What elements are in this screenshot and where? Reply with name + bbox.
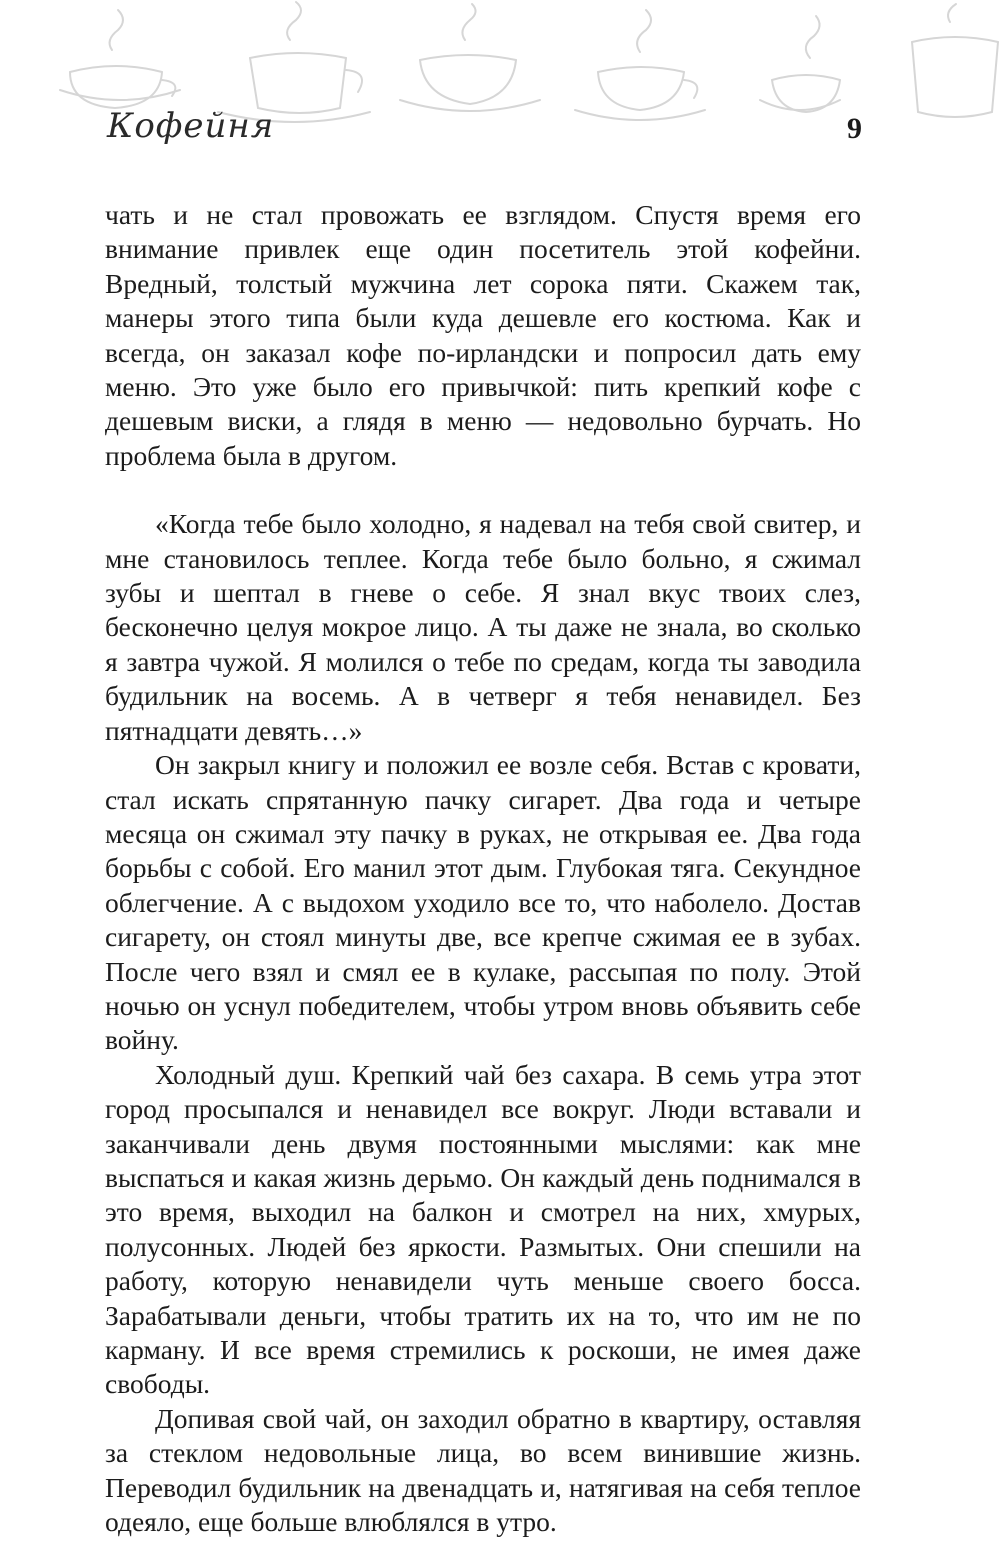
body-text bbox=[105, 198, 861, 1539]
page-number: 9 bbox=[847, 112, 862, 145]
paragraph: Он закрыл книгу и положил ее возле себя. Встав с кровати, стал искать спрятанную пачку сигарет. Два года и четыре месяца он сжимал эту пачку в руках, не открывая ее. Два года борьбы с собой. Его манил этот дым. Глубокая тяга. Секундное облегчение. А с выдохом уходило все то, что наболело. Достав сигарету, он стоял минуты две, все крепче сжимая ее в зубах. После чего взял и смял ее в кулаке, рассыпая по полу. Этой ночью он уснул победителем, чтобы утром вновь объявить себе войну. bbox=[105, 749, 861, 1056]
paragraph: Холодный душ. Крепкий чай без сахара. В семь утра этот город просыпался и ненавидел все вокруг. Люди вставали и заканчивали день двумя постоянными мыслями: как мне выспаться и какая жизнь дерьмо. Он каждый день поднимался в это время, выходил на балкон и смотрел на них, хмурых, полусонных. Людей без яркости. Размытых. Они спешили на работу, которую ненавидели чуть меньше своего босса. Зарабатывали деньги, чтобы тратить их на то, что им не по карману. И все время стремились к роскоши, не имея даже свободы. bbox=[105, 1058, 861, 1400]
running-title: Кофейня bbox=[107, 106, 275, 146]
paragraph-quote: «Когда тебе было холодно, я надевал на тебя свой свитер, и мне становилось теплее. Когда тебе было больно, я сжимал зубы и шептал в гневе о себе. Я знал вкус твоих слез, бесконечно целуя мокрое лицо. А ты даже не знала, во сколько я завтра чужой. Я молился о тебе по средам, когда ты заводила будильник на восемь. А в четверг я тебя ненавидел. Без пятнадцати девять…» bbox=[105, 508, 861, 746]
paragraph: Допивая свой чай, он заходил обратно в квартиру, оставляя за стеклом недовольные лица, во всем винившие жизнь. Переводил будильник на двенадцать и, натягивая на себя теплое одеяло, еще больше влюблялся в утро. bbox=[105, 1402, 861, 1538]
paragraph: чать и не стал провожать ее взглядом. Спустя время его внимание привлек еще один посетитель этой кофейни. Вредный, толстый мужчина лет сорока пяти. Скажем так, манеры этого типа были куда дешевле его костюма. Как и всегда, он заказал кофе по-ирландски и попросил дать ему меню. Это уже было его привычкой: пить крепкий кофе с дешевым виски, а глядя в меню — недовольно бурчать. Но проблема была в другом. bbox=[105, 199, 861, 471]
